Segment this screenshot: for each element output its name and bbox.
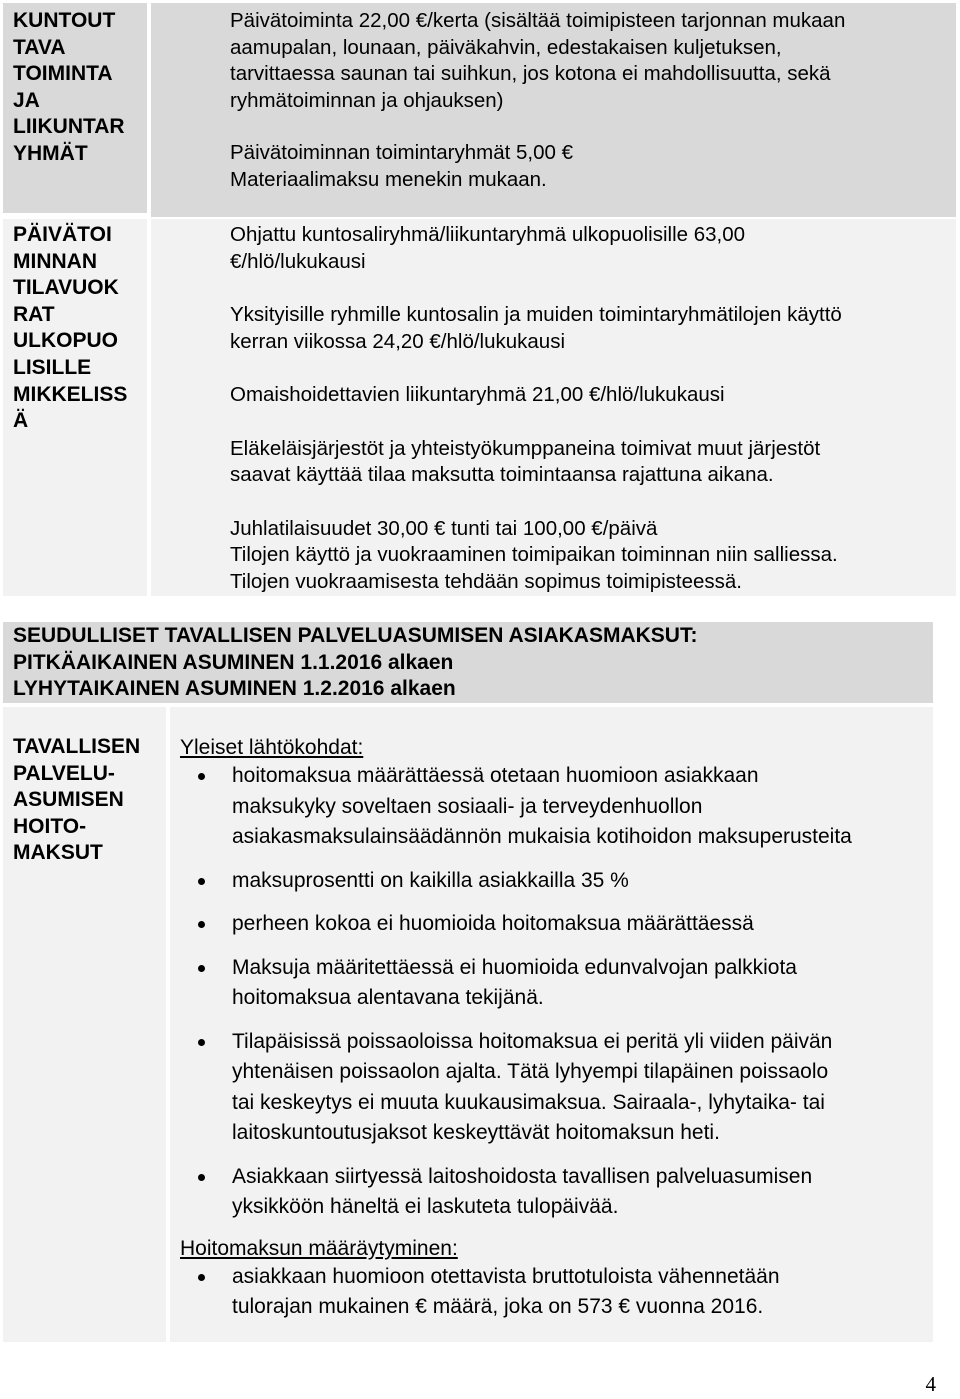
fees-banner: [3, 622, 933, 703]
section3-label: TAVALLISEN PALVELU- ASUMISEN HOITO- MAKSUT: [13, 735, 141, 865]
fee-determination-list: [180, 1262, 925, 1323]
bullet-text: perheen kokoa ei huomioida hoitomaksua määrättäessä: [232, 912, 754, 935]
section2-content-cell: [151, 219, 956, 596]
section2-text-5: Juhlatilaisuudet 30,00 € tunti tai 100,00 €/päivä Tilojen käyttö ja vuokraaminen toimipaikan toiminnan niin salliessa. Tilojen vuokraamisesta tehdään sopimus toimipisteessä.: [230, 516, 838, 593]
bullet-icon: [198, 773, 205, 780]
bullet-text: hoitomaksua määrättäessä otetaan huomioon asiakkaan maksukyky soveltaen sosiaali- ja terveydenhuollon asiakasmaksulainsäädännön mukaisia kotihoidon maksuperusteita: [232, 764, 852, 848]
bullet-item: [180, 909, 925, 940]
banner-line-3: LYHYTAIKAINEN ASUMINEN 1.2.2016 alkaen: [13, 677, 456, 701]
section3-label-cell: [3, 707, 166, 1342]
general-principles-heading: Yleiset lähtökohdat:: [180, 736, 364, 759]
fee-determination-heading: Hoitomaksun määräytyminen:: [180, 1236, 458, 1260]
page-number: 4: [925, 1372, 936, 1396]
bullet-text: Maksuja määritettäessä ei huomioida edunvalvojan palkkiota hoitomaksua alentavana tekijänä.: [232, 955, 797, 1009]
section2-text-4: Eläkeläisjärjestöt ja yhteistyökumppaneina toimivat muut järjestöt saavat käyttää tilaa maksutta toimintaansa rajattuna aikana.: [230, 436, 821, 486]
section2-text-1: Ohjattu kuntosaliryhmä/liikuntaryhmä ulkopuolisille 63,00 €/hlö/lukukausi: [230, 223, 746, 273]
section2-label-cell: [3, 219, 147, 596]
section1-content-cell: [151, 3, 956, 217]
section2-text-3: Omaishoidettavien liikuntaryhmä 21,00 €/hlö/lukukausi: [230, 383, 725, 406]
banner-line-2: PITKÄAIKAINEN ASUMINEN 1.1.2016 alkaen: [13, 650, 454, 674]
section2-label: PÄIVÄTOI MINNAN TILAVUOK RAT ULKOPUO LISILLE MIKKELISS Ä: [13, 223, 128, 433]
section1-label: KUNTOUT TAVA TOIMINTA JA LIIKUNTAR YHMÄT: [13, 9, 125, 165]
bullet-item: [180, 1262, 925, 1323]
bullet-icon: [198, 965, 205, 972]
bullet-item: [180, 761, 925, 853]
bullet-icon: [198, 1174, 205, 1181]
general-principles-list: [180, 761, 925, 1223]
bullet-icon: [198, 921, 205, 928]
section1-text-1: Päivätoiminta 22,00 €/kerta (sisältää toimipisteen tarjonnan mukaan aamupalan, lounaan, päiväkahvin, edestakaisen kuljetuksen, tarvittaessa saunan tai suihkun, jos kotona ei mahdollisuutta, sekä ryhmätoiminnan ja ohjauksen): [230, 9, 846, 112]
bullet-icon: [198, 1274, 205, 1281]
bullet-text: Tilapäisissä poissaoloissa hoitomaksua ei peritä yli viiden päivän yhtenäisen poissaolon ajalta. Tätä lyhyempi tilapäinen poissaolo tai keskeytys ei muuta kuukausimaksua. Sairaala-, lyhytaika- tai laitoskuntoutusjaksot keskeyttävät hoitomaksun heti.: [232, 1029, 833, 1144]
bullet-item: [180, 1162, 925, 1223]
section2-text-2: Yksityisille ryhmille kuntosalin ja muiden toimintaryhmätilojen käyttö kerran viikossa 24,20 €/hlö/lukukausi: [230, 303, 842, 353]
bullet-text: asiakkaan huomioon otettavista bruttotuloista vähennetään tulorajan mukainen € määrä, joka on 573 € vuonna 2016.: [232, 1264, 780, 1318]
section1-label-cell: [3, 3, 147, 213]
bullet-text: Asiakkaan siirtyessä laitoshoidosta tavallisen palveluasumisen yksikköön häneltä ei laskuteta tulopäivää.: [232, 1164, 813, 1218]
banner-line-1: SEUDULLISET TAVALLISEN PALVELUASUMISEN ASIAKASMAKSUT:: [13, 624, 698, 647]
bullet-item: [180, 953, 925, 1014]
bullet-item: [180, 866, 925, 897]
bullet-icon: [198, 1039, 205, 1046]
bullet-item: [180, 1027, 925, 1149]
bullet-text: maksuprosentti on kaikilla asiakkailla 35 %: [232, 868, 629, 892]
section1-text-2: Päivätoiminnan toimintaryhmät 5,00 € Materiaalimaksu menekin mukaan.: [230, 141, 573, 191]
section3-content-cell: [170, 707, 933, 1342]
bullet-icon: [198, 878, 205, 885]
